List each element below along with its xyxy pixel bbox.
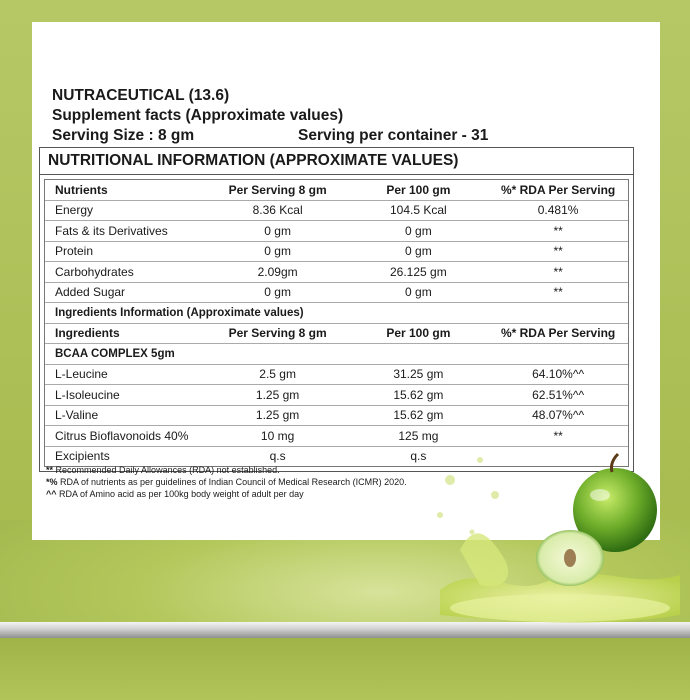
- per-serving-value: 0 gm: [264, 285, 291, 300]
- footnote-text: RDA of nutrients as per guidelines of Indian Council of Medical Research (ICMR) 2020.: [57, 477, 407, 487]
- apple-half: [536, 530, 604, 586]
- rda-value: 48.07%^^: [532, 408, 585, 423]
- table-row: [45, 262, 628, 283]
- per-serving-value: 1.25 gm: [255, 408, 300, 423]
- rda-value: **: [553, 264, 563, 279]
- per-serving-value: 2.5 gm: [259, 367, 296, 382]
- table-row: [45, 242, 628, 263]
- ingredient-name: L-Isoleucine: [55, 387, 120, 402]
- per-100-value: 15.62 gm: [393, 387, 444, 402]
- per-100-value: q.s: [410, 449, 427, 464]
- per-100-value: 0 gm: [405, 223, 432, 238]
- rda-value: 0.481%: [537, 203, 579, 218]
- bcaa-row: [45, 344, 628, 365]
- juice-drops: [437, 457, 499, 535]
- rda-value: **: [553, 428, 563, 443]
- per-100-value: 31.25 gm: [393, 367, 444, 382]
- rda-value: 64.10%^^: [532, 367, 585, 382]
- per-serving-value: q.s: [269, 449, 286, 464]
- nutrition-table-body: [44, 179, 629, 467]
- table-row: [45, 365, 628, 386]
- col-header-per-serving: Per Serving 8 gm: [228, 182, 327, 197]
- serving-size: Serving Size : 8 gm: [52, 127, 195, 144]
- ingredient-name: Excipients: [55, 449, 110, 464]
- nutrient-name: Fats & its Derivatives: [55, 223, 168, 238]
- ingredient-name: L-Leucine: [55, 367, 108, 382]
- table-row: [45, 283, 628, 304]
- per-100-value: 15.62 gm: [393, 408, 444, 423]
- rda-value: 62.51%^^: [532, 387, 585, 402]
- background-bottom-band: [0, 638, 690, 700]
- label-header: [52, 86, 652, 146]
- per-100-value: 125 mg: [398, 428, 439, 443]
- ingredient-name: L-Valine: [55, 408, 99, 423]
- ingredients-header-row: [45, 324, 628, 345]
- col-header-rda: %* RDA Per Serving: [500, 326, 616, 341]
- col-header-rda: %* RDA Per Serving: [500, 182, 616, 197]
- ingredient-name: Citrus Bioflavonoids 40%: [55, 428, 189, 443]
- nutrients-header-row: [45, 180, 628, 201]
- per-100-value: 0 gm: [405, 285, 432, 300]
- per-serving-value: 10 mg: [260, 428, 295, 443]
- per-serving-value: 2.09gm: [257, 264, 298, 279]
- nutrient-name: Carbohydrates: [55, 264, 134, 279]
- rda-value: **: [553, 244, 563, 259]
- per-serving-value: 8.36 Kcal: [252, 203, 303, 218]
- col-header-per-100: Per 100 gm: [386, 182, 451, 197]
- col-header-nutrients: Nutrients: [55, 182, 108, 197]
- bcaa-label: BCAA COMPLEX 5gm: [55, 347, 175, 360]
- table-row: [45, 385, 628, 406]
- table-row: [45, 406, 628, 427]
- per-serving-value: 0 gm: [264, 223, 291, 238]
- nutrition-table-title: NUTRITIONAL INFORMATION (APPROXIMATE VALUES): [40, 148, 633, 175]
- per-100-value: 26.125 gm: [390, 264, 447, 279]
- nutrition-table: [39, 147, 634, 472]
- footnote-mark: ^^: [46, 489, 57, 499]
- footnote-mark: **: [46, 465, 54, 475]
- table-row: [45, 201, 628, 222]
- nutrient-name: Added Sugar: [55, 285, 126, 300]
- per-100-value: 0 gm: [405, 244, 432, 259]
- col-header-per-100: Per 100 gm: [386, 326, 451, 341]
- supplement-facts-title: Supplement facts (Approximate values): [52, 107, 344, 124]
- nutrient-name: Energy: [55, 203, 94, 218]
- footnote-text: Recommended Daily Allowances (RDA) not established.: [53, 465, 280, 475]
- ingredients-section-title: Ingredients Information (Approximate values): [55, 306, 304, 319]
- col-header-ingredients: Ingredients: [55, 326, 120, 341]
- nutrient-name: Protein: [55, 244, 94, 259]
- product-code: NUTRACEUTICAL (13.6): [52, 87, 230, 104]
- ingredients-section-row: [45, 303, 628, 324]
- per-serving-value: 0 gm: [264, 244, 291, 259]
- per-100-value: 104.5 Kcal: [390, 203, 447, 218]
- serving-per-container: Serving per container - 31: [298, 127, 489, 144]
- rda-value: **: [553, 285, 563, 300]
- footnote-text: RDA of Amino acid as per 100kg body weight of adult per day: [56, 489, 304, 499]
- per-serving-value: 1.25 gm: [255, 387, 300, 402]
- footnote-mark: *%: [46, 477, 58, 487]
- rda-value: **: [553, 223, 563, 238]
- apple-splash-illustration: [420, 440, 690, 630]
- serving-row: [52, 126, 652, 146]
- table-row: [45, 221, 628, 242]
- col-header-per-serving: Per Serving 8 gm: [228, 326, 327, 341]
